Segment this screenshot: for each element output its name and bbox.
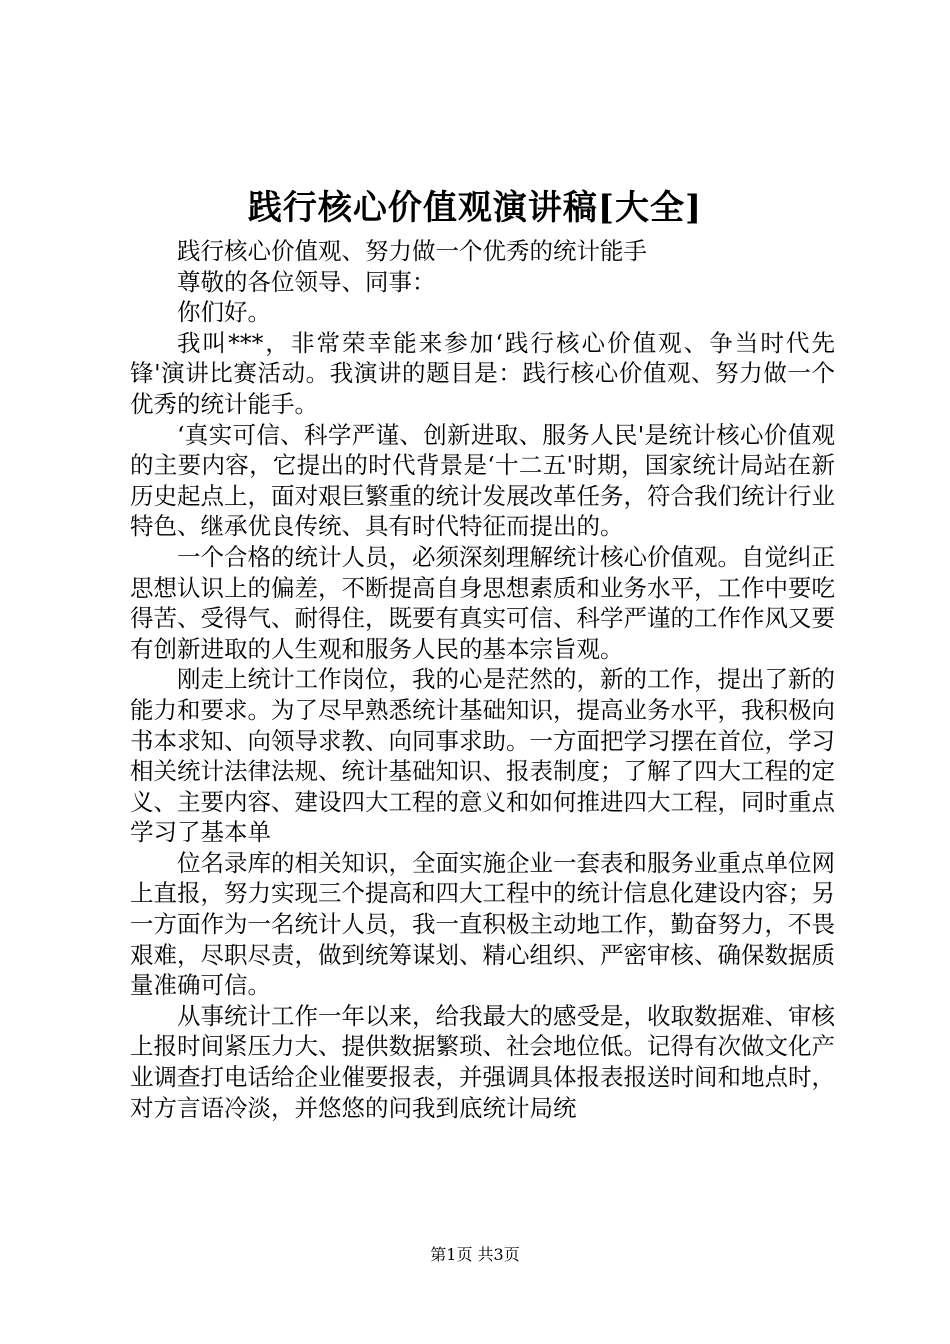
paragraph-qualified-staff: 一个合格的统计人员，必须深刻理解统计核心价值观。自觉纠正思想认识上的偏差，不断提高自身思想素质和业务水平，工作中要吃得苦、受得气、耐得住，既要有真实可信、科学严谨的工作作风又要有创新进取的人生观和服务人民的基本宗旨观。 (130, 542, 835, 663)
paragraph-salutation: 尊敬的各位领导、同事： (177, 267, 436, 296)
paragraph-subtitle: 践行核心价值观、努力做一个优秀的统计能手 (177, 237, 647, 265)
paragraph-experience: 从事统计工作一年以来，给我最大的感受是，收取数据难、审核上报时间紧压力大、提供数据繁琐、社会地位低。记得有次做文化产业调查打电话给企业催要报表，并强调具体报表报送时间和地点时，对方言语冷淡，并悠悠的问我到底统计局统 (130, 1001, 835, 1122)
paragraph-core-values: ‘真实可信、科学严谨、创新进取、服务人民'是统计核心价值观的主要内容，它提出的时代背景是‘十二五'时期，国家统计局站在新历史起点上，面对艰巨繁重的统计发展改革任务，符合我们统计行业特色、继承优良传统、具有时代特征而提出的。 (130, 420, 835, 541)
document-body (130, 236, 835, 1123)
paragraph-greeting: 你们好。 (177, 298, 271, 327)
paragraph-work-practice: 位名录库的相关知识，全面实施企业一套表和服务业重点单位网上直报，努力实现三个提高和四大工程中的统计信息化建设内容；另一方面作为一名统计人员，我一直积极主动地工作，勤奋努力，不畏艰难，尽职尽责，做到统筹谋划、精心组织、严密审核、确保数据质量准确可信。 (130, 848, 835, 1000)
paragraph-learning: 刚走上统计工作岗位，我的心是茫然的，新的工作，提出了新的能力和要求。为了尽早熟悉统计基础知识，提高业务水平，我积极向书本求知、向领导求教、向同事求助。一方面把学习摆在首位，学习相关统计法律法规、统计基础知识、报表制度；了解了四大工程的定义、主要内容、建设四大工程的意义和如何推进四大工程，同时重点学习了基本单 (130, 665, 835, 847)
page-number-footer: 第1页 共3页 (430, 1245, 520, 1264)
paragraph-introduction: 我叫***，非常荣幸能来参加‘践行核心价值观、争当时代先锋'演讲比赛活动。我演讲的题目是：践行核心价值观、努力做一个优秀的统计能手。 (130, 328, 835, 418)
document-title: 践行核心价值观演讲稿[大全] (247, 188, 703, 228)
